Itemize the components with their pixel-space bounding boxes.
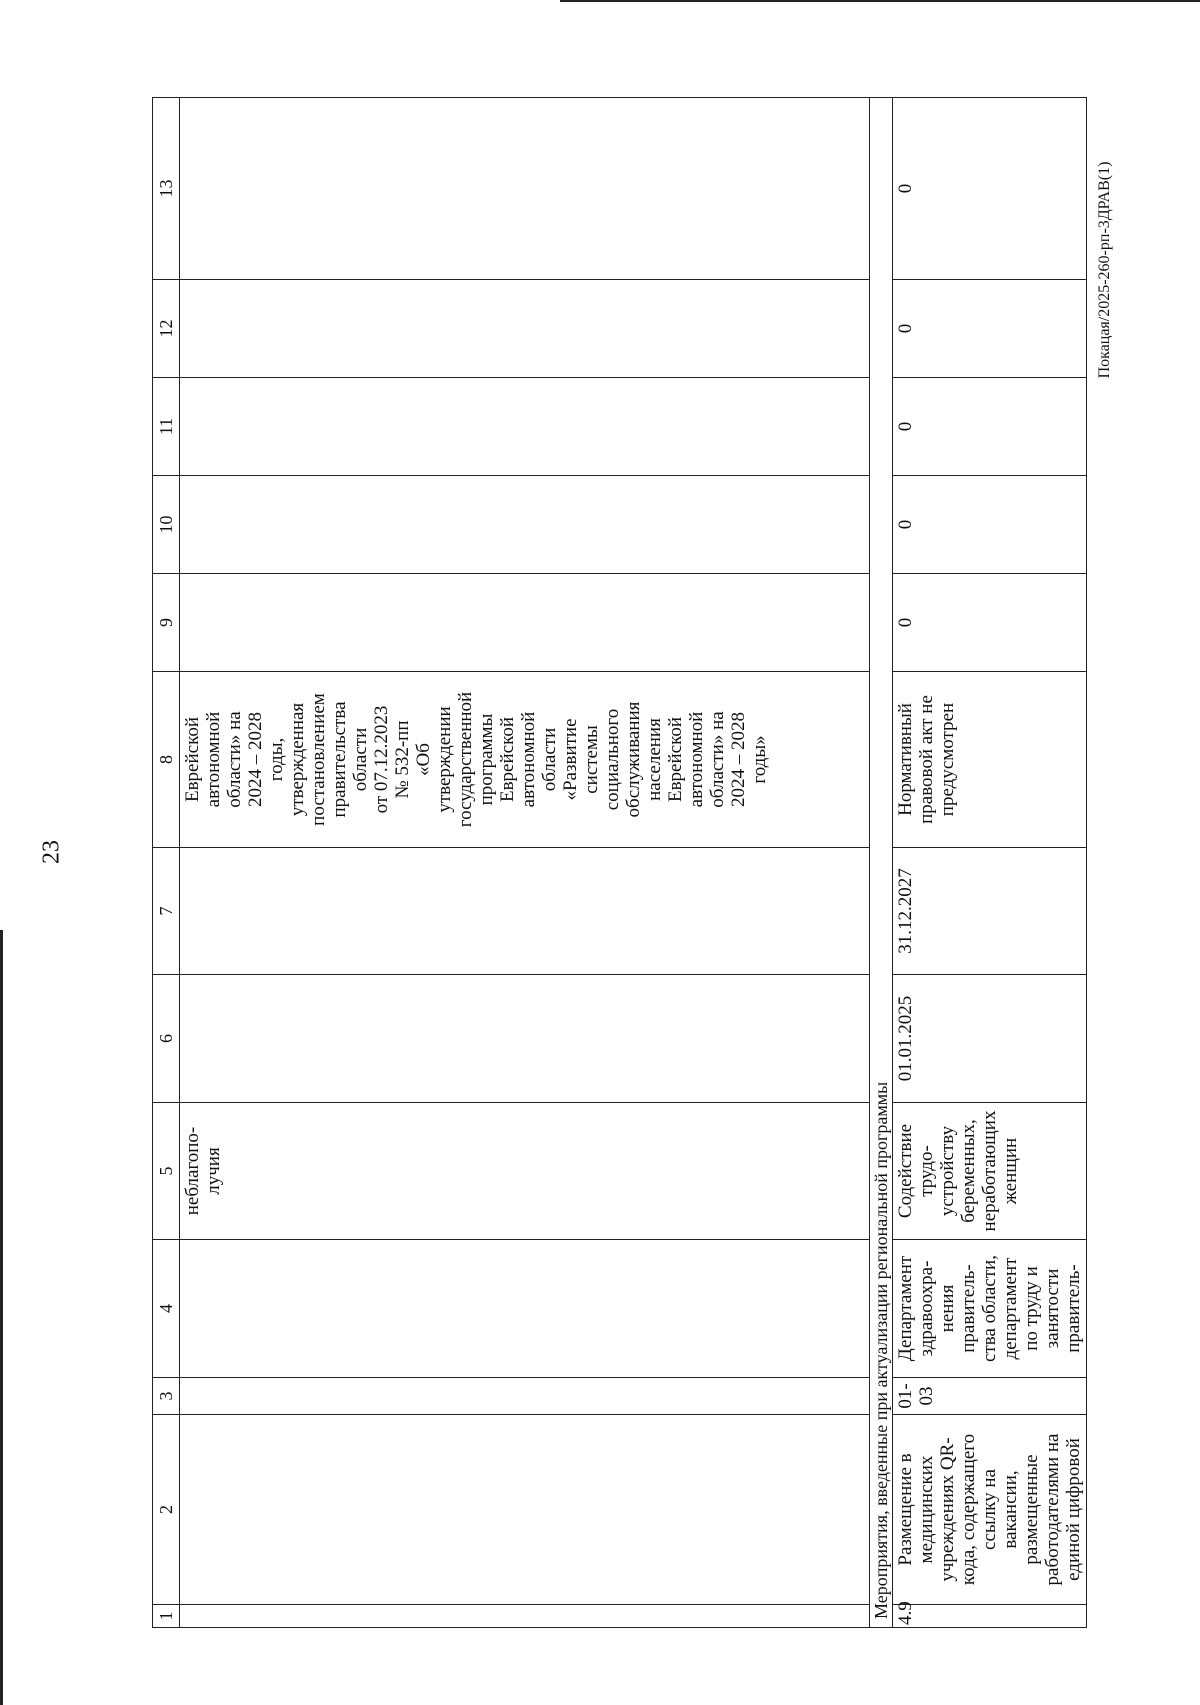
section-title: Мероприятия, введенные при актуализации региональной программы [870, 98, 893, 1628]
document-registration-note: Покацая/2025-260-рп-3ДРАВ(1) [1096, 161, 1113, 379]
table-cell [180, 1415, 870, 1605]
table-cell [893, 1415, 1087, 1605]
cell-text: 01- 03 [895, 1383, 937, 1409]
table-cell [180, 1240, 870, 1378]
table-cell [180, 848, 870, 975]
cell-text: 0 [895, 519, 916, 530]
program-table [152, 97, 1087, 1628]
table-cell [180, 574, 870, 672]
column-number: 7 [153, 848, 180, 975]
row-number: 4.9 [895, 1601, 916, 1625]
table-cell [180, 1605, 870, 1628]
table-cell [180, 280, 870, 378]
column-number: 13 [153, 98, 180, 280]
column-number-row [153, 98, 180, 1628]
table-cell [180, 1103, 870, 1240]
column-number: 8 [153, 672, 180, 848]
continuation-row [180, 98, 870, 1628]
column-number: 5 [153, 1103, 180, 1240]
cell-text: Содействие трудо- устройству беременных, неработающих женщин [895, 1110, 1021, 1232]
table-cell [893, 98, 1087, 280]
table-row [893, 98, 1087, 1628]
table-cell [893, 672, 1087, 848]
cell-text: Еврейской автономной области» на 2024 – 2028 годы, утвержденная постановлением правительства области от 07.12.2023 № 532-пп «Об утверждении государственной программы Еврейской автономной области «Развитие системы социального обслуживания населения Еврейской автономной области» на 2024 – 2028 годы» [182, 691, 770, 828]
cell-text: 0 [895, 421, 916, 432]
scan-top-line [560, 0, 1200, 2]
cell-text: 0 [895, 617, 916, 628]
table-cell [893, 975, 1087, 1103]
cell-text: Размещение в медицинских учреждениях QR- кода, содержащего ссылку на вакансии, размещенные работодателями на единой цифровой [895, 1433, 1084, 1586]
table-cell [180, 975, 870, 1103]
scan-edge-line [0, 930, 3, 1705]
table-cell [893, 378, 1087, 476]
column-number: 3 [153, 1378, 180, 1415]
column-number: 10 [153, 476, 180, 574]
cell-text: 01.01.2025 [895, 995, 916, 1082]
cell-text: неблагопо- лучия [182, 1126, 224, 1216]
table-cell [893, 1378, 1087, 1415]
table-cell [180, 1378, 870, 1415]
table-cell [180, 476, 870, 574]
column-number: 2 [153, 1415, 180, 1605]
cell-text: Нормативный правовой акт не предусмотрен [895, 695, 958, 824]
column-number: 12 [153, 280, 180, 378]
table-cell [893, 848, 1087, 975]
cell-text: 0 [895, 323, 916, 334]
column-number: 6 [153, 975, 180, 1103]
table-cell [893, 1240, 1087, 1378]
cell-text: 0 [895, 183, 916, 194]
section-header-row [870, 98, 893, 1628]
table-cell [893, 476, 1087, 574]
column-number: 11 [153, 378, 180, 476]
cell-text: 31.12.2027 [895, 868, 916, 954]
table-cell [893, 1601, 1087, 1628]
table-cell [893, 1103, 1087, 1240]
table-cell [180, 378, 870, 476]
column-number: 9 [153, 574, 180, 672]
cell-text: Департамент здравоохра- нения правитель- ства области, департамент по труду и занятости правитель- [895, 1255, 1084, 1362]
table-cell [893, 574, 1087, 672]
column-number: 1 [153, 1605, 180, 1628]
page-number: 23 [38, 840, 65, 864]
table-cell [180, 98, 870, 280]
column-number: 4 [153, 1240, 180, 1378]
table-cell [893, 280, 1087, 378]
rotated-table-container [152, 98, 1087, 1628]
table-cell [180, 672, 870, 848]
